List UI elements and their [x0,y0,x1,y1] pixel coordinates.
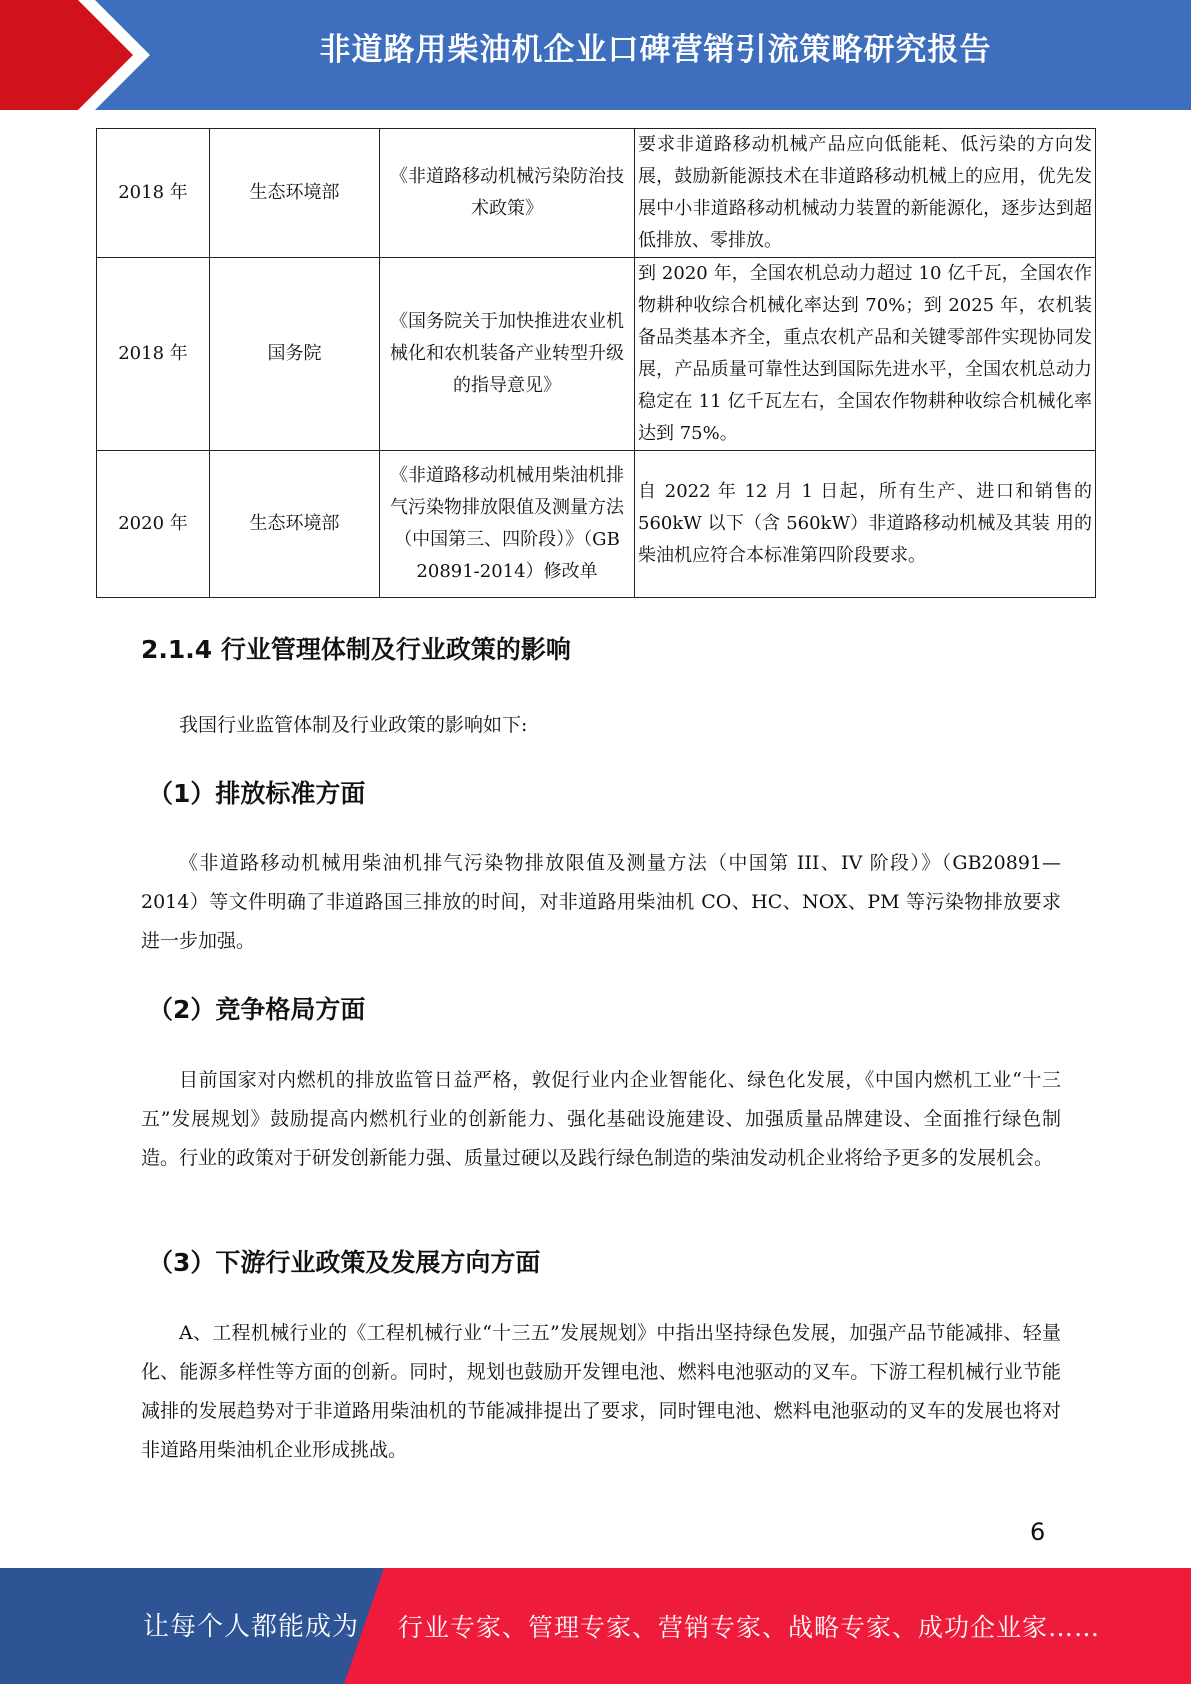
subsection-heading-competition: （2）竞争格局方面 [148,995,366,1024]
table-row [97,129,1096,258]
subsection-heading-downstream: （3）下游行业政策及发展方向方面 [148,1248,541,1277]
subsection-text-downstream: A、工程机械行业的《工程机械行业“十三五”发展规划》中指出坚持绿色发展，加强产品节能减排、轻量化、能源多样性等方面的创新。同时，规划也鼓励开发锂电池、燃料电池驱动的叉车。下游工程机械行业节能减排的发展趋势对于非道路用柴油机的节能减排提出了要求，同时锂电池、燃料电池驱动的叉车的发展也将对非道路用柴油机企业形成挑战。 [141,1322,1061,1461]
department-cell: 生态环境部 [210,129,380,258]
policy-table [96,128,1096,598]
page-header [0,0,1191,110]
header-chevron-decoration [0,0,200,110]
department-cell: 国务院 [210,258,380,451]
section-intro: 我国行业监管体制及行业政策的影响如下: [179,714,528,736]
table-row [97,258,1096,451]
department-cell: 生态环境部 [210,451,380,598]
report-title: 非道路用柴油机企业口碑营销引流策略研究报告 [319,32,992,68]
content-cell: 到 2020 年，全国农机总动力超过 10 亿千瓦，全国农作物耕种收综合机械化率达到 70%；到 2025 年，农机装备品类基本齐全，重点农机产品和关键零部件实现协同发展，产品质量可靠性达到国际先进水平，全国农机总动力稳定在 11 亿千瓦左右，全国农作物耕种收综合机械化率达到 75%。 [635,258,1096,451]
footer-slogan-right: 行业专家、管理专家、营销专家、战略专家、成功企业家…… [398,1613,1101,1642]
subsection-text-competition: 目前国家对内燃机的排放监管日益严格，敦促行业内企业智能化、绿色化发展，《中国内燃机工业“十三五”发展规划》鼓励提高内燃机行业的创新能力、强化基础设施建设、加强质量品牌建设、全面推行绿色制造。行业的政策对于研发创新能力强、质量过硬以及践行绿色制造的柴油发动机企业将给予更多的发展机会。 [141,1069,1061,1169]
page-footer [0,1568,1191,1684]
content-cell: 自 2022 年 12 月 1 日起，所有生产、进口和销售的 560kW 以下（含 560kW）非道路移动机械及其装 用的柴油机应符合本标准第四阶段要求。 [635,451,1096,598]
section-heading: 2.1.4 行业管理体制及行业政策的影响 [141,635,571,664]
subsection-text-emission: 《非道路移动机械用柴油机排气污染物排放限值及测量方法（中国第 III、IV 阶段）》（GB20891—2014）等文件明确了非道路国三排放的时间，对非道路用柴油机 CO、HC、NOX、PM 等污染物排放要求进一步加强。 [141,852,1061,952]
year-cell: 2018 年 [97,129,210,258]
document-cell: 《非道路移动机械污染防治技术政策》 [380,129,635,258]
year-cell: 2018 年 [97,258,210,451]
content-cell: 要求非道路移动机械产品应向低能耗、低污染的方向发展，鼓励新能源技术在非道路移动机械上的应用，优先发展中小非道路移动机械动力装置的新能源化，逐步达到超低排放、零排放。 [635,129,1096,258]
table-row [97,451,1096,598]
page-number: 6 [1030,1518,1046,1546]
subsection-heading-emission: （1）排放标准方面 [148,779,366,808]
document-cell: 《非道路移动机械用柴油机排气污染物排放限值及测量方法（中国第三、四阶段）》（GB 20891-2014）修改单 [380,451,635,598]
document-cell: 《国务院关于加快推进农业机械化和农机装备产业转型升级的指导意见》 [380,258,635,451]
year-cell: 2020 年 [97,451,210,598]
footer-slogan-left: 让每个人都能成为 [143,1612,360,1642]
